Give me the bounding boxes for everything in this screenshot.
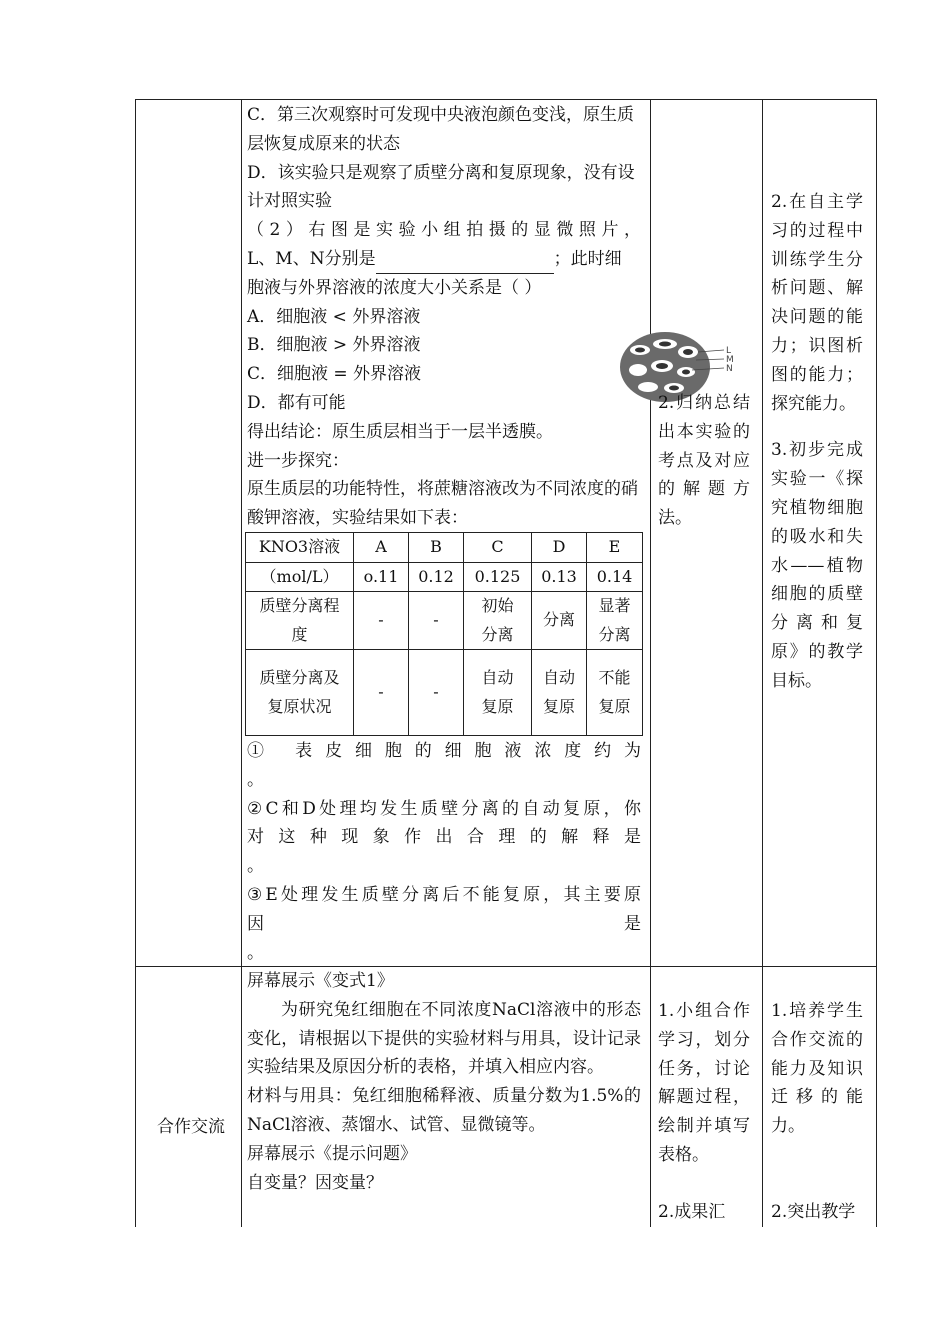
conc-d: 0.13 — [532, 562, 587, 592]
further-exploration-desc: 原生质层的功能特性，将蔗糖溶液改为不同浓度的硝酸钾溶液，实验结果如下表： — [247, 479, 638, 529]
col-a: A — [354, 533, 409, 563]
recovery-d: 自动复原 — [532, 650, 587, 736]
cooperation-content — [247, 967, 641, 1197]
question-2b-text: 对这种现象作出合理的解释是 — [247, 827, 641, 848]
screen-show-variant: 屏幕展示《变式1》 — [247, 971, 394, 991]
question-3b-right: 是 — [624, 913, 641, 934]
conclusion-text: 得出结论：原生质层相当于一层半透膜。 — [247, 421, 553, 442]
intent-highlight: 2.突出教学 — [771, 1201, 856, 1222]
answer-option-a: A．细胞液 < 外界溶液 — [247, 306, 421, 327]
conc-header-1: KNO3溶液 — [246, 533, 354, 563]
question-1-end: 。 — [247, 769, 264, 790]
col-divider-3 — [762, 99, 763, 1227]
recovery-b: - — [409, 650, 464, 736]
question-2-line-3: 胞液与外界溶液的浓度大小关系是（ ） — [247, 277, 542, 298]
conc-a: o.11 — [354, 562, 409, 592]
degree-a: - — [354, 592, 409, 650]
screen-show-hint: 屏幕展示《提示问题》 — [247, 1143, 417, 1164]
lesson-plan-table — [135, 99, 877, 1227]
question-2-end: 。 — [247, 856, 264, 877]
variant-task-text: 为研究兔红细胞在不同浓度NaCl溶液中的形态变化，请根据以下提供的实验材料与用具，设计记录实验结果及原因分析的表格，并填入相应内容。 — [247, 999, 641, 1078]
option-d-text: D．该实验只是观察了质壁分离和复原现象，没有设计对照实验 — [247, 162, 635, 212]
experiment-question-cell — [247, 101, 641, 533]
option-c-text: C．第三次观察时可发现中央液泡颜色变浅，原生质层恢复成原来的状态 — [247, 105, 635, 154]
answer-option-c: C．细胞液 = 外界溶液 — [247, 364, 422, 385]
recovery-a: - — [354, 650, 409, 736]
question-3a-text: ③E处理发生质壁分离后不能复原，其主要原 — [247, 884, 641, 905]
col-c: C — [464, 533, 532, 563]
materials-text: 材料与用具：兔红细胞稀释液、质量分数为1.5%的NaCl溶液、蒸馏水、试管、显微镜等。 — [247, 1086, 641, 1135]
design-intent-upper — [771, 188, 863, 696]
group-activity: 1.小组合作学习，划分任务，讨论解题过程，绘制并填写表格。 — [658, 1001, 750, 1165]
conc-b: 0.12 — [409, 562, 464, 592]
degree-c: 初始分离 — [464, 592, 532, 650]
question-2-suffix: ；此时细 — [553, 248, 622, 269]
question-2-prefix: L、M、N分别是 — [247, 248, 376, 269]
question-1-text: ① 表皮细胞的细胞液浓度约为 — [247, 741, 641, 761]
degree-b: - — [409, 592, 464, 650]
col-e: E — [587, 533, 643, 563]
intent-3: 3.初步完成实验一《探究植物细胞的吸水和失水——植物细胞的质壁分离和复原》的教学目标。 — [771, 440, 863, 691]
table-border-left — [135, 99, 136, 1227]
conc-c: 0.125 — [464, 562, 532, 592]
answer-option-d: D．都有可能 — [247, 392, 346, 413]
question-2a-text: ②C和D处理均发生质壁分离的自动复原，你 — [247, 798, 641, 819]
question-2-line-2 — [247, 245, 641, 274]
summary-activity: 2.归纳总结出本实验的考点及对应的解题方法。 — [658, 393, 750, 529]
table-border-right — [876, 99, 877, 1227]
table-row — [246, 592, 643, 650]
conc-e: 0.14 — [587, 562, 643, 592]
question-2-line-1: （2）右图是实验小组拍摄的显微照片， — [247, 220, 641, 241]
degree-e: 显著分离 — [587, 592, 643, 650]
further-exploration-title: 进一步探究： — [247, 450, 349, 471]
row-label-degree: 质壁分离程度 — [246, 592, 354, 650]
col-divider-2 — [650, 99, 651, 1227]
micro-label-n: N — [726, 364, 733, 374]
recovery-e: 不能复原 — [587, 650, 643, 736]
micro-label-l: L — [726, 346, 732, 356]
question-3b-line — [247, 910, 641, 939]
follow-up-questions — [247, 737, 641, 967]
recovery-c: 自动复原 — [464, 650, 532, 736]
answer-blank[interactable] — [376, 255, 554, 274]
table-row — [246, 562, 643, 592]
table-border-top — [135, 99, 877, 100]
col-d: D — [532, 533, 587, 563]
intent-2: 2.在自主学习的过程中训练学生分析问题、解决问题的能力；识图析图的能力；探究能力。 — [771, 192, 863, 414]
answer-option-b: B．细胞液 > 外界溶液 — [247, 335, 421, 356]
degree-d: 分离 — [532, 592, 587, 650]
section-label: 合作交流 — [157, 1117, 225, 1137]
table-row — [246, 650, 643, 736]
results-activity: 2.成果汇 — [658, 1201, 726, 1222]
micro-label-m: M — [726, 355, 734, 365]
kno3-results-table — [245, 532, 643, 736]
question-3b-left: 因 — [247, 913, 264, 934]
student-activity-upper — [658, 389, 750, 533]
row-label-recovery: 质壁分离及复原状况 — [246, 650, 354, 736]
question-3-end: 。 — [247, 942, 264, 963]
variables-question: 自变量？因变量？ — [247, 1172, 383, 1193]
intent-cooperation: 1.培养学生合作交流的能力及知识迁移的能力。 — [771, 1001, 863, 1137]
table-row — [246, 533, 643, 563]
design-intent-lower — [771, 997, 863, 1227]
col-b: B — [409, 533, 464, 563]
col-divider-1 — [241, 99, 242, 1227]
conc-header-2: （mol/L） — [246, 562, 354, 592]
student-activity-lower — [658, 997, 750, 1227]
